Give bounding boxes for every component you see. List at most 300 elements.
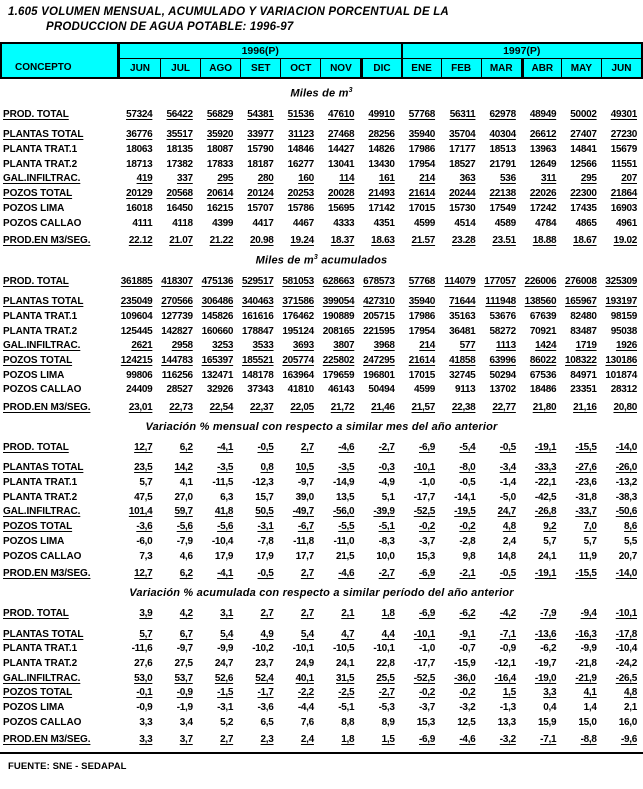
cell-value: -1,3: [499, 702, 516, 714]
cell-value: -10,4: [615, 643, 637, 655]
cell-value: 95038: [610, 325, 637, 337]
cell-value: 99806: [126, 369, 153, 381]
cell-value: -5,6: [176, 521, 193, 533]
cell-value: 4417: [252, 217, 274, 229]
cell-value: 161616: [241, 310, 274, 322]
row-label: PROD.EN M3/SEG.: [3, 402, 91, 414]
cell-value: 109604: [120, 310, 153, 322]
month-header-nov-5: NOV: [320, 59, 360, 77]
row-label: PROD. TOTAL: [3, 441, 69, 453]
cell-value: 163964: [282, 369, 314, 381]
cell-value: 195124: [282, 325, 314, 337]
cell-value: -23,6: [575, 477, 597, 489]
cell-value: 21.07: [169, 235, 193, 247]
cell-value: 54381: [247, 108, 274, 120]
cell-value: 23,5: [134, 462, 153, 474]
cell-value: 13,5: [336, 491, 355, 503]
cell-value: 11,9: [578, 550, 597, 562]
cell-value: 18187: [247, 158, 274, 170]
cell-value: -10,2: [252, 643, 274, 655]
cell-value: -5,1: [378, 521, 395, 533]
cell-value: 23351: [570, 384, 597, 396]
cell-value: -10,1: [615, 607, 637, 619]
cell-value: 47,5: [134, 491, 153, 503]
cell-value: 35704: [449, 129, 476, 141]
table-row: [0, 713, 643, 728]
cell-value: -4,1: [217, 568, 234, 580]
cell-value: 132471: [201, 369, 234, 381]
cell-value: 67536: [529, 369, 557, 381]
cell-value: 3253: [212, 340, 234, 352]
cell-value: -16,3: [575, 628, 597, 640]
cell-value: -9,4: [580, 607, 597, 619]
cell-value: -7,1: [499, 628, 516, 640]
cell-value: 20129: [126, 188, 153, 200]
row-label: GAL.INFILTRAC.: [3, 340, 81, 352]
cell-value: -4,2: [499, 607, 516, 619]
cell-value: 20244: [449, 188, 476, 200]
cell-value: 22,54: [209, 402, 234, 414]
cell-value: -0,5: [257, 441, 274, 453]
cell-value: 3533: [252, 340, 274, 352]
cell-value: -2,8: [459, 535, 476, 547]
table-row: [0, 488, 643, 503]
row-label: POZOS TOTAL: [3, 687, 73, 699]
cell-value: 4,8: [502, 521, 516, 533]
cell-value: -6,2: [459, 607, 476, 619]
cell-value: -8,0: [459, 462, 476, 474]
cell-value: 4,2: [179, 607, 193, 619]
cell-value: 31123: [288, 129, 314, 141]
row-label: PLANTA TRAT.2: [3, 657, 78, 669]
cell-value: 4599: [414, 384, 436, 396]
cell-value: 11551: [611, 158, 637, 170]
cell-value: 15679: [610, 144, 637, 156]
table-header: [0, 42, 643, 79]
month-header-abr-10: ABR: [521, 59, 561, 77]
cell-value: 18063: [126, 144, 153, 156]
cell-value: 23,01: [128, 402, 153, 414]
cell-value: 35940: [408, 296, 436, 308]
cell-value: 57768: [408, 108, 436, 120]
table-row: [0, 698, 643, 713]
cell-value: 27230: [610, 129, 637, 141]
cell-value: 4118: [172, 217, 193, 229]
cell-value: -6,0: [136, 535, 153, 547]
cell-value: 2,1: [341, 607, 355, 619]
cell-value: 185521: [241, 354, 274, 366]
month-header-dic-6: DIC: [360, 59, 400, 77]
cell-value: 371586: [282, 296, 314, 308]
cell-value: 207: [621, 173, 637, 185]
cell-value: -2,1: [459, 568, 476, 580]
cell-value: 22,77: [492, 402, 516, 414]
cell-value: 41810: [287, 384, 314, 396]
cell-value: 24,7: [497, 506, 516, 518]
cell-value: 50002: [570, 108, 597, 120]
table-row: [0, 640, 643, 655]
cell-value: 21,16: [573, 402, 597, 414]
row-label: PLANTA TRAT.1: [3, 144, 78, 156]
cell-value: 276008: [565, 275, 597, 287]
cell-value: -26,0: [615, 462, 637, 474]
row-label: POZOS LIMA: [3, 369, 65, 381]
row-label: POZOS LIMA: [3, 535, 65, 547]
cell-value: 418307: [161, 275, 193, 287]
table-row: [0, 337, 643, 352]
cell-value: 21614: [408, 354, 436, 366]
month-header-jun-12: JUN: [601, 59, 641, 77]
cell-value: 15707: [247, 202, 274, 214]
table-row: [0, 459, 643, 474]
month-header-feb-8: FEB: [441, 59, 481, 77]
cell-value: 270566: [161, 296, 193, 308]
cell-value: -1,0: [419, 643, 436, 655]
cell-value: -14,1: [454, 491, 476, 503]
cell-value: -0,9: [499, 643, 516, 655]
cell-value: 17,7: [295, 550, 314, 562]
cell-value: 18.37: [330, 235, 355, 247]
cell-value: 23.51: [492, 235, 516, 247]
cell-value: -15,5: [575, 441, 597, 453]
cell-value: 4399: [212, 217, 234, 229]
cell-value: 12566: [570, 158, 597, 170]
cell-value: -6,9: [419, 441, 436, 453]
cell-value: 22,05: [290, 402, 314, 414]
row-label: POZOS CALLAO: [3, 716, 82, 728]
cell-value: 306486: [201, 296, 234, 308]
section-heading-1: Miles de $m^3$ acumulados: [255, 254, 388, 267]
table-row: [0, 307, 643, 322]
cell-value: 295: [217, 173, 234, 185]
cell-value: 101,4: [128, 506, 153, 518]
cell-value: 6,7: [179, 628, 193, 640]
cell-value: 108322: [565, 354, 597, 366]
cell-value: 161: [378, 173, 395, 185]
cell-value: 15790: [247, 144, 274, 156]
cell-value: 21,72: [330, 402, 355, 414]
cell-value: 21493: [368, 188, 395, 200]
cell-value: 190889: [322, 310, 355, 322]
cell-value: 1,5: [502, 687, 516, 699]
cell-value: 177057: [484, 275, 516, 287]
cell-value: -52,5: [413, 506, 436, 518]
cell-value: 67639: [529, 310, 557, 322]
cell-value: 22,8: [376, 657, 395, 669]
row-label: POZOS CALLAO: [3, 550, 82, 562]
cell-value: -5,5: [338, 521, 355, 533]
cell-value: -7,9: [540, 607, 557, 619]
table-row: [0, 214, 643, 229]
cell-value: -9,9: [217, 643, 234, 655]
cell-value: 12,7: [134, 568, 153, 580]
cell-value: 226006: [524, 275, 557, 287]
cell-value: 24409: [126, 384, 153, 396]
cell-value: -24,2: [615, 657, 637, 669]
cell-value: 13041: [327, 158, 355, 170]
cell-value: -10,1: [413, 628, 436, 640]
cell-value: -2,7: [378, 687, 395, 699]
cell-value: 1424: [535, 340, 557, 352]
cell-value: 581053: [282, 275, 314, 287]
cell-value: -3,7: [419, 702, 436, 714]
cell-value: 15,9: [537, 716, 557, 728]
cell-value: 214: [419, 173, 436, 185]
cell-value: 4589: [494, 217, 516, 229]
cell-value: 27468: [327, 129, 355, 141]
cell-value: -3,6: [257, 702, 274, 714]
cell-value: 46143: [327, 384, 355, 396]
cell-value: 31,5: [336, 672, 355, 684]
row-label: PLANTAS TOTAL: [3, 129, 84, 141]
cell-value: -17,8: [615, 628, 637, 640]
cell-value: 12,5: [457, 716, 476, 728]
cell-value: -0,2: [459, 687, 476, 699]
row-label: PLANTAS TOTAL: [3, 296, 84, 308]
cell-value: 20614: [206, 188, 234, 200]
cell-value: 3693: [292, 340, 314, 352]
table-row: [0, 322, 643, 337]
cell-value: 70921: [529, 325, 557, 337]
cell-value: 4,8: [623, 687, 637, 699]
cell-value: -6,2: [540, 643, 557, 655]
cell-value: 2,7: [300, 441, 314, 453]
month-header-ene-7: ENE: [401, 59, 441, 77]
cell-value: -36,0: [454, 672, 476, 684]
cell-value: 20124: [247, 188, 274, 200]
cell-value: 5,5: [623, 535, 637, 547]
concepto-header: CONCEPTO: [2, 44, 120, 77]
cell-value: -11,0: [333, 535, 355, 547]
cell-value: 7,0: [583, 521, 597, 533]
row-label: PLANTA TRAT.1: [3, 643, 78, 655]
table-body: [0, 87, 643, 745]
cell-value: 14,2: [174, 462, 193, 474]
cell-value: 36481: [449, 325, 476, 337]
cell-value: 24,1: [336, 657, 355, 669]
cell-value: 28312: [610, 384, 637, 396]
cell-value: 33977: [247, 129, 274, 141]
cell-value: 4961: [615, 217, 637, 229]
cell-value: 27,6: [134, 657, 153, 669]
cell-value: 4,6: [179, 550, 193, 562]
cell-value: 3,4: [179, 716, 193, 728]
cell-value: -31,8: [575, 491, 597, 503]
cell-value: -2,7: [378, 568, 395, 580]
cell-value: -21,8: [575, 657, 597, 669]
cell-value: -3,4: [499, 462, 516, 474]
cell-value: 1,8: [381, 607, 395, 619]
cell-value: 280: [257, 173, 274, 185]
cell-value: -0,2: [419, 521, 436, 533]
row-label: PROD.EN M3/SEG.: [3, 568, 91, 580]
cell-value: 56311: [449, 108, 476, 120]
cell-value: -5,1: [338, 702, 355, 714]
cell-value: 17833: [206, 158, 234, 170]
cell-value: -0,5: [459, 477, 476, 489]
cell-value: 18.67: [573, 235, 597, 247]
cell-value: 17954: [408, 158, 436, 170]
row-label: POZOS LIMA: [3, 702, 65, 714]
table-row: [0, 155, 643, 170]
cell-value: -49,7: [292, 506, 314, 518]
cell-value: 1,5: [381, 734, 395, 746]
cell-value: 20.98: [250, 235, 274, 247]
cell-value: 16903: [610, 202, 637, 214]
table-row: [0, 565, 643, 580]
cell-value: 49910: [368, 108, 395, 120]
table-row: [0, 604, 643, 619]
page: [0, 5, 643, 772]
cell-value: 48949: [529, 108, 557, 120]
row-label: POZOS TOTAL: [3, 354, 73, 366]
cell-value: 419: [136, 173, 153, 185]
cell-value: -0,9: [136, 702, 153, 714]
year-1997-header: 1997(P): [401, 44, 641, 59]
cell-value: 35517: [166, 129, 193, 141]
cell-value: 17177: [449, 144, 476, 156]
cell-value: -0,9: [176, 687, 193, 699]
cell-value: 363: [459, 173, 476, 185]
cell-value: 58272: [489, 325, 516, 337]
cell-value: -15,5: [575, 568, 597, 580]
cell-value: -0,2: [459, 521, 476, 533]
cell-value: -3,2: [459, 702, 476, 714]
cell-value: -0,1: [136, 687, 153, 699]
row-label: POZOS CALLAO: [3, 384, 82, 396]
cell-value: -38,3: [615, 491, 637, 503]
cell-value: 26612: [529, 129, 557, 141]
cell-value: 28256: [368, 129, 395, 141]
cell-value: 5,7: [139, 628, 153, 640]
cell-value: 3,7: [179, 734, 193, 746]
cell-value: 4865: [575, 217, 597, 229]
cell-value: -3,5: [338, 462, 355, 474]
cell-value: 179659: [322, 369, 355, 381]
section-heading-0: Miles de $m^3$: [290, 87, 353, 100]
cell-value: -39,9: [373, 506, 395, 518]
cell-value: 49301: [610, 108, 637, 120]
cell-value: 16018: [126, 202, 153, 214]
month-header-jun-0: JUN: [130, 62, 151, 74]
cell-value: 22138: [489, 188, 516, 200]
cell-value: 475136: [201, 275, 234, 287]
cell-value: 5,2: [220, 716, 234, 728]
cell-value: 3,3: [139, 716, 153, 728]
cell-value: -14,0: [615, 441, 637, 453]
cell-value: -0,3: [378, 462, 395, 474]
cell-value: 2,7: [300, 568, 314, 580]
section-heading-3: Variación % acumulada con respecto a similar período del año anterior: [129, 587, 514, 600]
cell-value: 35940: [408, 129, 436, 141]
cell-value: -6,9: [419, 568, 436, 580]
cell-value: 50494: [368, 384, 395, 396]
month-header-may-11: MAY: [561, 59, 601, 77]
cell-value: 4514: [454, 217, 476, 229]
cell-value: 165967: [565, 296, 597, 308]
cell-value: -3,1: [217, 702, 234, 714]
cell-value: 51536: [287, 108, 314, 120]
cell-value: 144783: [161, 354, 193, 366]
title-line-1: 1.605 VOLUMEN MENSUAL, ACUMULADO Y VARIACION PORCENTUAL DE LA: [8, 6, 449, 18]
cell-value: 28527: [166, 384, 193, 396]
cell-value: -26,8: [534, 506, 557, 518]
cell-value: 15730: [449, 202, 476, 214]
cell-value: -9,1: [459, 628, 476, 640]
cell-value: 41,8: [214, 506, 234, 518]
section-heading-2: Variación % mensual con respecto a similar mes del año anterior: [145, 421, 498, 434]
cell-value: 17435: [570, 202, 597, 214]
cell-value: 22,38: [451, 402, 476, 414]
row-label: POZOS TOTAL: [3, 521, 73, 533]
table-row: [0, 381, 643, 396]
cell-value: -6,7: [297, 521, 314, 533]
cell-value: 21,46: [371, 402, 395, 414]
cell-value: 114079: [444, 275, 476, 287]
cell-value: -9,6: [620, 734, 637, 746]
cell-value: 125445: [120, 325, 153, 337]
cell-value: 208165: [322, 325, 355, 337]
cell-value: 20253: [287, 188, 314, 200]
cell-value: 160660: [201, 325, 234, 337]
cell-value: 5,7: [139, 477, 153, 489]
cell-value: 22,73: [169, 402, 193, 414]
table-row: [0, 105, 643, 120]
cell-value: -19,5: [454, 506, 476, 518]
cell-value: -7,8: [257, 535, 274, 547]
row-label: PROD.EN M3/SEG.: [3, 235, 91, 247]
cell-value: -19,1: [534, 568, 557, 580]
month-header-ago-2: AGO: [200, 59, 240, 77]
cell-value: 3,3: [139, 734, 153, 746]
cell-value: -0,7: [459, 643, 476, 655]
cell-value: -21,9: [575, 672, 597, 684]
cell-value: 57768: [408, 275, 436, 287]
cell-value: -11,5: [212, 477, 234, 489]
cell-value: 3968: [373, 340, 395, 352]
cell-value: 41858: [449, 354, 476, 366]
cell-value: 53,0: [134, 672, 153, 684]
cell-value: -27,6: [575, 462, 597, 474]
cell-value: 37343: [247, 384, 274, 396]
cell-value: 193197: [605, 296, 637, 308]
cell-value: 14826: [368, 144, 395, 156]
cell-value: 86022: [529, 354, 557, 366]
cell-value: -56,0: [333, 506, 355, 518]
cell-value: 2,4: [502, 535, 516, 547]
cell-value: -5,4: [459, 441, 476, 453]
cell-value: 18.88: [532, 235, 557, 247]
cell-value: 6,2: [179, 441, 193, 453]
cell-value: -0,5: [499, 441, 516, 453]
cell-value: -9,9: [580, 643, 597, 655]
cell-value: 2,4: [300, 734, 314, 746]
table-row: [0, 438, 643, 453]
cell-value: 7,6: [300, 716, 314, 728]
table-row: [0, 398, 643, 413]
cell-value: 8,9: [381, 716, 395, 728]
cell-value: 18135: [166, 144, 193, 156]
cell-value: -15,9: [454, 657, 476, 669]
cell-value: 83487: [570, 325, 597, 337]
cell-value: 4,1: [583, 687, 597, 699]
cell-value: 16450: [166, 202, 193, 214]
cell-value: -12,3: [252, 477, 274, 489]
cell-value: 17954: [408, 325, 436, 337]
cell-value: 247295: [363, 354, 395, 366]
cell-value: 20,80: [613, 402, 637, 414]
cell-value: 101874: [605, 369, 637, 381]
